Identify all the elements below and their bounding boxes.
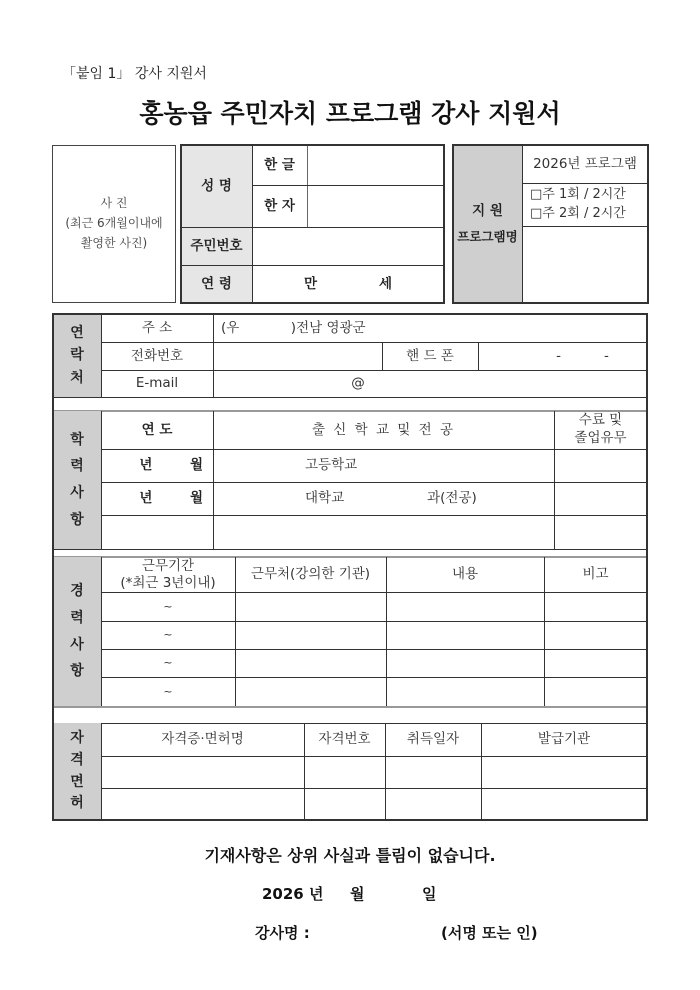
license-header-name: 자격증·면허명 [161, 731, 244, 748]
date-month: 월 [350, 885, 365, 903]
id-number-label: 주민번호 [181, 227, 252, 265]
page-title: 홍농읍 주민자치 프로그램 강사 지원서 [139, 99, 561, 128]
mobile-label: 핸 드 폰 [406, 347, 454, 364]
career-header-period: 근무기간 (*최근 3년이내) [120, 558, 216, 591]
email-field[interactable]: @ [351, 375, 365, 392]
address-field[interactable]: (우 )전남 영광군 [221, 319, 366, 336]
hangul-label: 한 글 [264, 156, 295, 173]
edu-header-year: 연 도 [141, 421, 173, 438]
hanja-label: 한 자 [264, 197, 295, 214]
checkbox-icon[interactable]: □ [530, 205, 543, 221]
signature-note: (서명 또는 인) [441, 924, 538, 942]
program-label: 지 원 프로그램명 [453, 145, 522, 303]
signer-label: 강사명 : [255, 924, 310, 942]
career-section-label: 경 력 사 항 [53, 557, 101, 706]
career-row-3-period[interactable]: ~ [163, 656, 173, 670]
career-header-workplace: 근무처(강의한 기관) [250, 566, 371, 583]
signer-name-field[interactable] [320, 922, 430, 942]
license-header-date: 취득일자 [406, 731, 460, 748]
education-section-label: 학 력 사 항 [53, 411, 101, 549]
edu-row-2-school[interactable]: 대학교 과(전공) [305, 490, 477, 507]
career-header-note: 비고 [582, 566, 609, 583]
license-header-number: 자격번호 [318, 731, 371, 748]
declaration-text: 기재사항은 상위 사실과 틀림이 없습니다. [204, 846, 496, 865]
name-label: 성 명 [181, 145, 252, 227]
date-day: 일 [422, 885, 437, 903]
contact-section-label: 연 락 처 [53, 314, 101, 397]
age-label: 연 령 [181, 265, 252, 303]
edu-row-1-year[interactable]: 년 월 [139, 457, 203, 474]
photo-box[interactable] [52, 145, 176, 303]
phone-label: 전화번호 [130, 347, 184, 364]
checkbox-icon[interactable]: □ [530, 187, 543, 203]
option-2x-weekly[interactable]: □주 2회 / 2시간 [530, 205, 626, 221]
edu-row-1-school[interactable]: 고등학교 [305, 457, 358, 474]
career-row-4-period[interactable]: ~ [163, 684, 173, 698]
age-prefix: 만 [303, 275, 317, 292]
photo-note-line1: (최근 6개월이내에 [65, 216, 163, 231]
career-row-1-period[interactable]: ~ [163, 599, 173, 613]
edu-header-completion: 수료 및 졸업유무 [574, 412, 627, 446]
license-section-label: 자 격 면 허 [53, 723, 101, 820]
email-label: E-mail [135, 375, 179, 392]
date-year: 2026 년 [262, 885, 324, 903]
edu-row-2-year[interactable]: 년 월 [139, 490, 203, 507]
photo-note-line2: 촬영한 사진) [80, 235, 148, 250]
option-1x-weekly[interactable]: □주 1회 / 2시간 [530, 187, 626, 203]
edu-header-school: 출 신 학 교 및 전 공 [311, 421, 456, 438]
license-header-issuer: 발급기관 [537, 731, 591, 748]
career-row-2-period[interactable]: ~ [163, 628, 173, 642]
mobile-field[interactable]: - - [556, 347, 609, 364]
career-header-content: 내용 [451, 566, 479, 583]
attachment-label: 「붙임 1」 강사 지원서 [62, 66, 207, 82]
program-year: 2026년 프로그램 [533, 155, 637, 172]
photo-label: 사 진 [100, 196, 128, 211]
age-suffix: 세 [379, 275, 393, 292]
address-label: 주 소 [141, 319, 173, 336]
